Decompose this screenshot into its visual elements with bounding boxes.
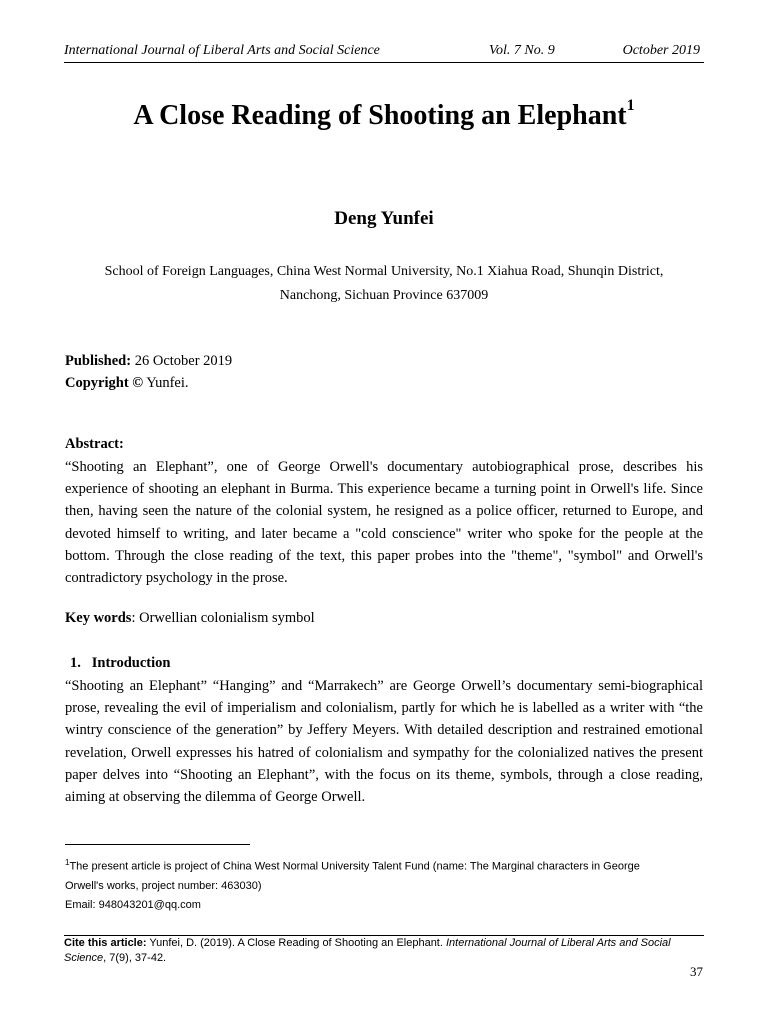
footnote-mark: 1 <box>65 858 70 867</box>
footnote-line-2: Orwell's works, project number: 463030) <box>65 879 262 892</box>
header-volume: Vol. 7 No. 9 <box>489 43 555 58</box>
title-text: A Close Reading of Shooting an Elephant <box>133 100 627 131</box>
citation-label: Cite this article: <box>64 937 147 949</box>
citation-box <box>64 936 704 966</box>
introduction-text: “Shooting an Elephant” “Hanging” and “Marrakech” are George Orwell’s documentary semi-biographical prose, revealing the evil of imperialism and colonialism, partly for which he is labelled as a writer with “the wintry conscience of the generation” by Jeffery Meyers. With detailed description and restrained emotional revelation, Orwell expresses his hatred of colonialism and sympathy for the colonialized natives the present paper delves into “Shooting an Elephant”, with the focus on its theme, symbols, through a close reading, aiming at observing the dilemma of George Orwell. <box>65 678 703 806</box>
author-name: Deng Yunfei <box>334 208 434 229</box>
copyright-holder: Yunfei. <box>146 375 189 391</box>
header-rule <box>64 62 704 63</box>
citation-journal: International Journal of Liberal Arts and Social Science <box>64 937 671 964</box>
copyright-label: Copyright © <box>65 375 144 391</box>
keywords-line <box>65 610 315 627</box>
footnote-line-1: $^1$The present article is project of China West Normal University Talent Fund (name: The Marginal characters in George <box>65 858 640 873</box>
citation-details: , 7(9), 37-42. <box>103 952 167 964</box>
title-footnote-mark[interactable]: 1 <box>626 96 635 114</box>
running-header <box>64 43 704 63</box>
page-number: 37 <box>690 964 703 979</box>
published-line <box>65 350 232 372</box>
affiliation-line-2: Nanchong, Sichuan Province 637009 <box>279 288 489 303</box>
header-date: October 2019 <box>622 43 700 58</box>
section-heading-introduction: 1. Introduction <box>70 655 171 671</box>
abstract-heading: Abstract: <box>65 436 124 452</box>
header-journal: International Journal of Liberal Arts and Social Science <box>64 43 380 58</box>
published-label: Published: <box>65 353 132 369</box>
abstract-text: “Shooting an Elephant”, one of George Orwell's documentary autobiographical prose, describes his experience of shooting an elephant in Burma. This experience became a turning point in Orwell's life. Since then, having seen the nature of the colonial system, he resigned as a police officer, returned to Europe, and devoted himself to writing, and later became a "cold conscience" writer who spoke for the people at the bottom. Through the close reading of the text, this paper probes into the "theme", "symbol" and Orwell's contradictory psychology in the prose. <box>65 459 703 587</box>
footnote-email[interactable]: Email: 948043201@qq.com <box>65 898 201 911</box>
publication-info <box>65 350 232 394</box>
keywords-label: Key words <box>65 610 132 626</box>
citation-text: Yunfei, D. (2019). A Close Reading of Shooting an Elephant. <box>146 937 446 949</box>
copyright-line <box>65 372 232 394</box>
footnote-rule <box>65 844 250 845</box>
paper-title <box>0 96 768 132</box>
author-affiliation <box>64 260 704 308</box>
affiliation-line-1: School of Foreign Languages, China West Normal University, No.1 Xiahua Road, Shunqin District, <box>104 264 664 279</box>
published-date: 26 October 2019 <box>134 353 233 369</box>
keywords-value: : Orwellian colonialism symbol <box>131 610 315 626</box>
footnote <box>65 853 705 915</box>
